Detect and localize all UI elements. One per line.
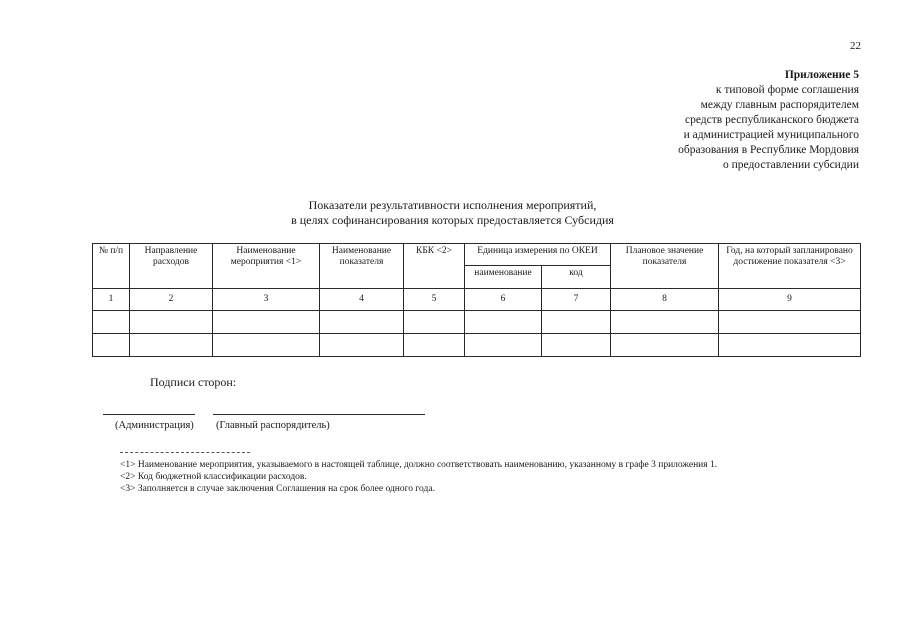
appendix-heading: Приложение 5 <box>784 69 859 81</box>
header-indicator-name: Наименование показателя <box>320 244 404 289</box>
appendix-block <box>678 68 859 173</box>
column-number: 3 <box>213 289 320 311</box>
header-kbk: КБК <2> <box>404 244 465 289</box>
table-cell <box>213 334 320 357</box>
chief-manager-signature-label: (Главный распорядитель) <box>216 420 330 431</box>
table-cell <box>542 311 611 334</box>
column-number: 6 <box>465 289 542 311</box>
column-number-row <box>93 289 861 311</box>
footnote: <2> Код бюджетной классификации расходов. <box>120 472 307 482</box>
appendix-line: между главным распорядителем <box>700 99 859 111</box>
header-unit-code: код <box>542 266 611 289</box>
appendix-line: средств республиканского бюджета <box>684 114 859 126</box>
table-cell <box>465 311 542 334</box>
header-event-name: Наименование мероприятия <1> <box>213 244 320 289</box>
column-number: 5 <box>404 289 465 311</box>
table-cell <box>404 334 465 357</box>
administration-signature-label: (Администрация) <box>115 420 194 431</box>
table-cell <box>611 311 719 334</box>
table-row <box>93 311 861 334</box>
header-unit: Единица измерения по ОКЕИ <box>465 244 611 266</box>
table-cell <box>542 334 611 357</box>
table-cell <box>465 334 542 357</box>
table-cell <box>719 311 861 334</box>
appendix-line: к типовой форме соглашения <box>715 84 859 96</box>
column-number: 9 <box>719 289 861 311</box>
page-number: 22 <box>850 40 861 52</box>
administration-signature-line <box>103 414 195 415</box>
header-direction: Направление расходов <box>130 244 213 289</box>
table-cell <box>611 334 719 357</box>
footnotes <box>120 459 717 495</box>
table-cell <box>93 311 130 334</box>
footnote: <1> Наименование мероприятия, указываемого в настоящей таблице, должно соответствовать наименованию, указанному в графе 3 приложения 1. <box>120 460 718 470</box>
document-title-line-2: в целях софинансирования которых предоставляется Субсидия <box>291 213 614 227</box>
document-title-line-1: Показатели результативности исполнения мероприятий, <box>308 198 597 212</box>
table-cell <box>130 311 213 334</box>
appendix-line: о предоставлении субсидии <box>722 159 859 171</box>
indicators-table <box>92 243 861 357</box>
table-cell <box>320 334 404 357</box>
column-number: 8 <box>611 289 719 311</box>
table-cell <box>404 311 465 334</box>
table-cell <box>719 334 861 357</box>
header-year: Год, на который запланировано достижение показателя <3> <box>719 244 861 289</box>
table-cell <box>320 311 404 334</box>
table-row <box>93 334 861 357</box>
header-unit-name: наименование <box>465 266 542 289</box>
chief-manager-signature-line <box>213 414 425 415</box>
signatures-title: Подписи сторон: <box>150 375 237 389</box>
footnote: <3> Заполняется в случае заключения Соглашения на срок более одного года. <box>120 484 435 494</box>
appendix-line: и администрацией муниципального <box>683 129 859 141</box>
table-cell <box>93 334 130 357</box>
document-title <box>0 198 905 228</box>
footnote-divider <box>120 452 250 453</box>
table-cell <box>213 311 320 334</box>
table-cell <box>130 334 213 357</box>
column-number: 1 <box>93 289 130 311</box>
header-planned-value: Плановое значение показателя <box>611 244 719 289</box>
column-number: 4 <box>320 289 404 311</box>
header-num: № п/п <box>93 244 130 289</box>
column-number: 2 <box>130 289 213 311</box>
column-number: 7 <box>542 289 611 311</box>
appendix-line: образования в Республике Мордовия <box>678 144 859 156</box>
table-header-row <box>93 244 861 266</box>
